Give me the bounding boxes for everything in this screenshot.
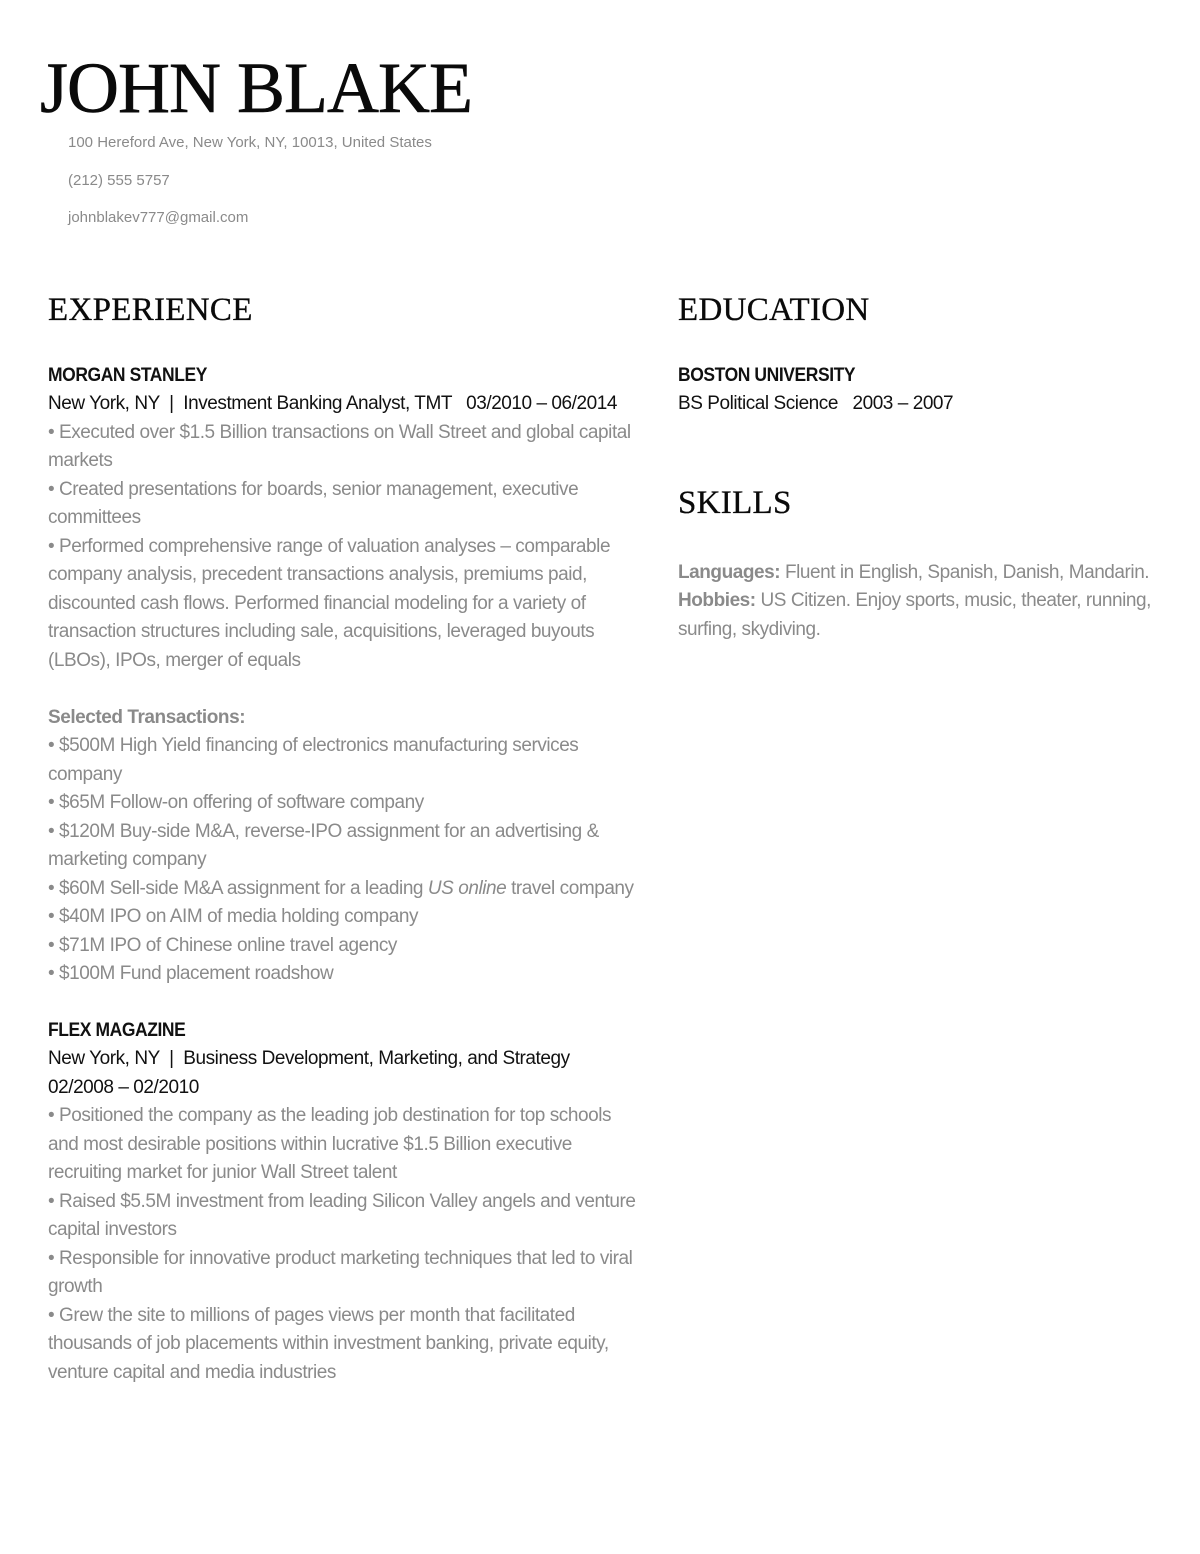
sidebar-column	[678, 290, 1158, 644]
bullet-item: • Grew the site to millions of pages views per month that facilitated thousands of job placements within investment banking, private equity, venture capital and media industries	[48, 1304, 609, 1383]
languages-label: Languages:	[678, 561, 781, 583]
transaction-item	[48, 875, 648, 904]
contact-info	[68, 133, 432, 246]
skills-heading: SKILLS	[678, 484, 792, 521]
transaction-text: • $60M Sell-side M&A assignment for a leading	[48, 877, 428, 899]
selected-transactions-label: Selected Transactions:	[48, 706, 246, 728]
bullet-item: • Created presentations for boards, senior management, executive committees	[48, 478, 579, 528]
bullet-item: • Raised $5.5M investment from leading Silicon Valley angels and venture capital investors	[48, 1190, 636, 1240]
job-flex-magazine	[48, 1017, 648, 1387]
bullet-item: • Responsible for innovative product marketing techniques that led to viral growth	[48, 1247, 633, 1297]
job-role-line: New York, NY | Business Development, Marketing, and Strategy 02/2008 – 02/2010	[48, 1048, 585, 1098]
transaction-italic-text: US online	[427, 877, 507, 899]
degree-line: BS Political Science 2003 – 2007	[678, 393, 954, 414]
phone: (212) 555 5757	[68, 171, 170, 189]
skills-content	[678, 559, 1158, 645]
transaction-text: travel company	[506, 877, 634, 899]
transaction-item: • $40M IPO on AIM of media holding company	[48, 906, 419, 927]
job-bullets	[48, 1102, 638, 1387]
school-name: BOSTON UNIVERSITY	[678, 365, 856, 386]
company-name: MORGAN STANLEY	[48, 365, 207, 386]
address: 100 Hereford Ave, New York, NY, 10013, United States	[68, 134, 432, 151]
bullet-item: • Performed comprehensive range of valuation analyses – comparable company analysis, precedent transactions analysis, premiums paid, discounted cash flows. Performed financial modeling for a variety of transaction structures including sale, acquisitions, leveraged buyouts (LBOs), IPOs, merger of equals	[48, 535, 611, 671]
transaction-item: • $65M Follow-on offering of software company	[48, 792, 424, 813]
bullet-item: • Positioned the company as the leading job destination for top schools and most desirable positions within lucrative $1.5 Billion executive recruiting market for junior Wall Street talent	[48, 1105, 612, 1183]
transaction-item: • $100M Fund placement roadshow	[48, 963, 334, 984]
transactions-list	[48, 732, 648, 989]
experience-heading: EXPERIENCE	[48, 292, 253, 328]
languages-value: Fluent in English, Spanish, Danish, Mandarin.	[780, 561, 1150, 583]
company-name: FLEX MAGAZINE	[48, 1020, 186, 1041]
transaction-item: • $71M IPO of Chinese online travel agency	[48, 934, 397, 956]
education-heading: EDUCATION	[678, 292, 870, 328]
job-morgan-stanley	[48, 362, 648, 989]
candidate-name: JOHN BLAKE	[40, 48, 472, 128]
bullet-item: • Executed over $1.5 Billion transactions on Wall Street and global capital markets	[48, 421, 631, 471]
hobbies-line	[678, 587, 1158, 644]
hobbies-value: US Citizen. Enjoy sports, music, theater, running, surfing, skydiving.	[678, 590, 1151, 640]
languages-line	[678, 559, 1158, 588]
job-role-line: New York, NY | Investment Banking Analyst, TMT 03/2010 – 06/2014	[48, 393, 617, 414]
email: johnblakev777@gmail.com	[68, 209, 249, 226]
transaction-item: • $500M High Yield financing of electronics manufacturing services company	[48, 735, 579, 785]
hobbies-label: Hobbies:	[678, 590, 756, 611]
job-bullets	[48, 419, 648, 676]
transaction-item: • $120M Buy-side M&A, reverse-IPO assignment for an advertising & marketing company	[48, 820, 599, 870]
experience-section	[48, 290, 648, 1387]
education-section	[678, 290, 1158, 419]
skills-section	[678, 483, 1158, 645]
